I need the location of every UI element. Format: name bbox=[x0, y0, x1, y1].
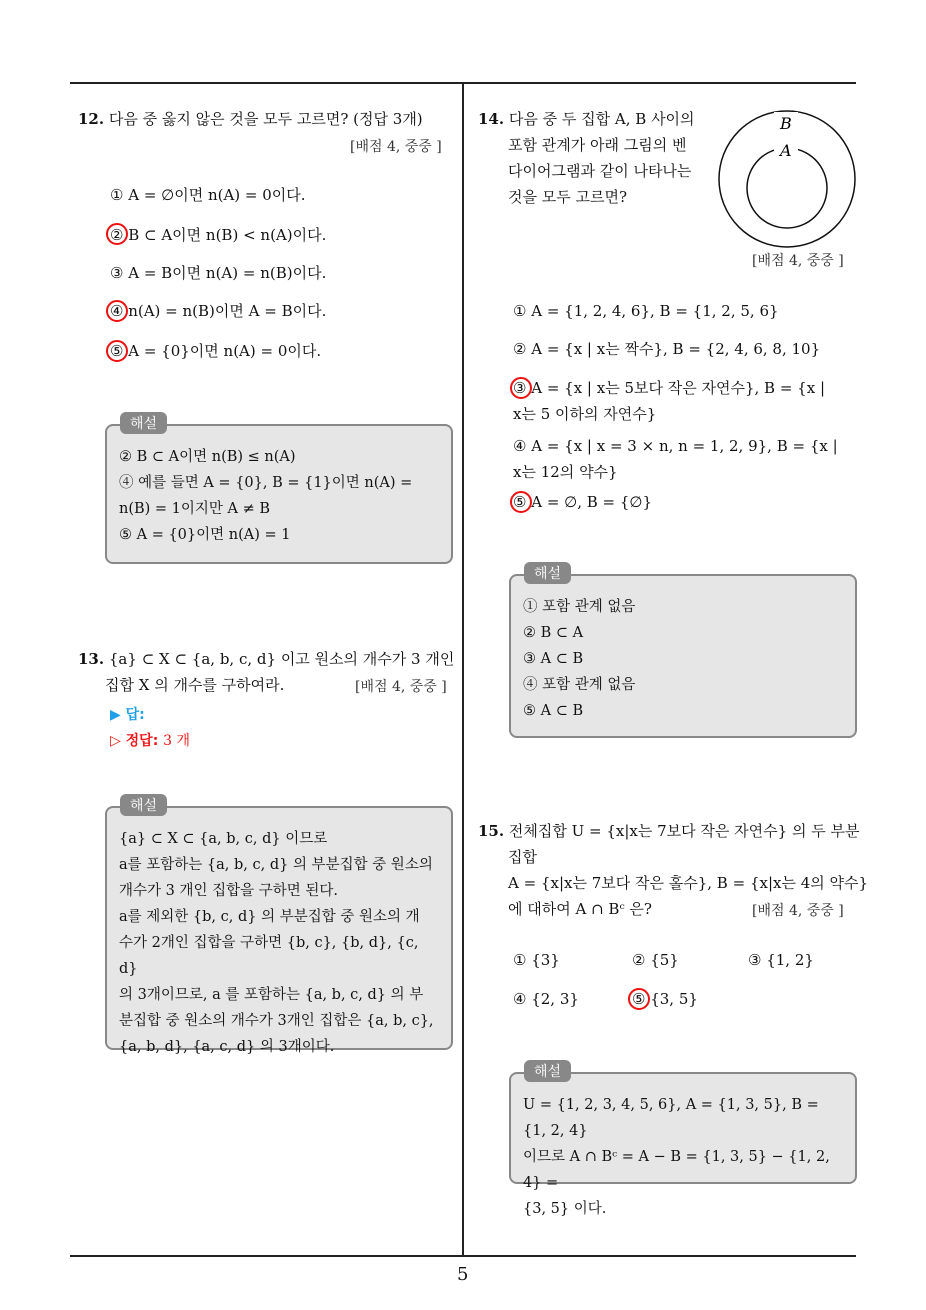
solution-tag: 해설 bbox=[120, 794, 167, 816]
solution-line: ② B ⊂ A bbox=[523, 625, 584, 641]
answer-circle-mark bbox=[510, 377, 532, 399]
score-meta: [배점 4, 중중 ] bbox=[355, 679, 447, 695]
venn-label-outer: B bbox=[780, 114, 792, 133]
question-text-line: 포함 관계가 아래 그림의 벤 bbox=[508, 136, 687, 154]
option-2[interactable]: ② A = {x | x는 짝수}, B = {2, 4, 6, 8, 10} bbox=[513, 340, 821, 358]
question-text-line: 것을 모두 고르면? bbox=[508, 188, 628, 206]
question-text-line: 에 대하여 A ∩ Bᶜ 은? bbox=[508, 900, 652, 918]
solution-line: 수가 2개인 집합을 구하면 {b, c}, {b, d}, {c, d} bbox=[119, 935, 419, 977]
solution-line: 의 3개이므로, a 를 포함하는 {a, b, c, d} 의 부 bbox=[119, 987, 424, 1003]
answer-circle-mark bbox=[106, 340, 128, 362]
venn-label-inner: A bbox=[780, 141, 792, 160]
option-5[interactable]: ⑤ A = {0}이면 n(A) = 0이다. bbox=[110, 342, 322, 360]
solution-line: 분집합 중 원소의 개수가 3개인 집합은 {a, b, c}, bbox=[119, 1013, 434, 1029]
question-text: 전체집합 U = {x|x는 7보다 작은 자연수} 의 두 부분 bbox=[508, 822, 860, 840]
question-text: 다음 중 옳지 않은 것을 모두 고르면? (정답 3개) bbox=[108, 110, 423, 128]
question-15 bbox=[478, 818, 860, 844]
score-meta: [배점 4, 중중 ] bbox=[350, 139, 442, 155]
answer-circle-mark bbox=[106, 223, 128, 245]
solution-line: n(B) = 1이지만 A ≠ B bbox=[119, 501, 271, 517]
option-4[interactable]: ④ A = {x | x = 3 × n, n = 1, 2, 9}, B = {x | x는 12의 약수} bbox=[513, 437, 838, 481]
option-5[interactable]: ⑤ A = ∅, B = {∅} bbox=[513, 493, 653, 511]
question-number: 15. bbox=[478, 822, 505, 840]
option-4[interactable]: ④ n(A) = n(B)이면 A = B이다. bbox=[110, 302, 327, 320]
solution-box bbox=[509, 1072, 857, 1217]
option-3[interactable]: ③ A = B이면 n(A) = n(B)이다. bbox=[110, 264, 327, 282]
answer-circle-mark bbox=[510, 491, 532, 513]
option-1[interactable]: ① {3} bbox=[513, 951, 560, 969]
question-text: 다음 중 두 집합 A, B 사이의 bbox=[508, 110, 695, 128]
solution-tag: 해설 bbox=[524, 1060, 571, 1082]
solution-box bbox=[105, 424, 453, 564]
solution-line: a를 제외한 {b, c, d} 의 부분집합 중 원소의 개 bbox=[119, 909, 420, 925]
venn-diagram bbox=[712, 104, 862, 254]
correct-label: ▷ 정답: bbox=[110, 733, 159, 749]
solution-line: {a, b, d}, {a, c, d} 의 3개이다. bbox=[119, 1039, 335, 1055]
option-5[interactable]: ⑤ {3, 5} bbox=[632, 990, 698, 1008]
question-14 bbox=[478, 106, 695, 132]
option-1[interactable]: ① A = ∅이면 n(A) = 0이다. bbox=[110, 186, 306, 204]
solution-line: 이므로 A ∩ Bᶜ = A − B = {1, 3, 5} − {1, 2, 4} = bbox=[523, 1149, 830, 1191]
solution-line: 개수가 3 개인 집합을 구하면 된다. bbox=[119, 883, 338, 899]
question-text-line: 집합 bbox=[508, 848, 537, 866]
page-number: 5 bbox=[457, 1264, 469, 1285]
solution-line: ④ 포함 관계 없음 bbox=[523, 677, 636, 693]
correct-answer bbox=[110, 730, 190, 750]
solution-tag: 해설 bbox=[524, 562, 571, 584]
option-4[interactable]: ④ {2, 3} bbox=[513, 990, 579, 1008]
score-meta: [배점 4, 중중 ] bbox=[752, 903, 844, 919]
solution-line: U = {1, 2, 3, 4, 5, 6}, A = {1, 3, 5}, B = {1, 2, 4} bbox=[523, 1097, 819, 1139]
solution-line: ③ A ⊂ B bbox=[523, 651, 584, 667]
answer-circle-mark bbox=[628, 988, 650, 1010]
question-number: 12. bbox=[78, 110, 105, 128]
solution-box bbox=[509, 574, 857, 738]
solution-line: {a} ⊂ X ⊂ {a, b, c, d} 이므로 bbox=[119, 831, 328, 847]
solution-tag: 해설 bbox=[120, 412, 167, 434]
solution-line: {3, 5} 이다. bbox=[523, 1201, 607, 1217]
question-number: 14. bbox=[478, 110, 505, 128]
solution-line: ⑤ A = {0}이면 n(A) = 1 bbox=[119, 527, 291, 543]
answer-circle-mark bbox=[106, 300, 128, 322]
answer-label: ▶ 답: bbox=[110, 707, 145, 723]
solution-line: ④ 예를 들면 A = {0}, B = {1}이면 n(A) = bbox=[119, 475, 413, 491]
solution-line: ① 포함 관계 없음 bbox=[523, 599, 636, 615]
option-1[interactable]: ① A = {1, 2, 4, 6}, B = {1, 2, 5, 6} bbox=[513, 302, 779, 320]
option-2[interactable]: ② {5} bbox=[632, 951, 679, 969]
correct-value: 3 개 bbox=[163, 733, 191, 749]
question-text-line: A = {x|x는 7보다 작은 홀수}, B = {x|x는 4의 약수} bbox=[508, 874, 869, 892]
option-2[interactable]: ② B ⊂ A이면 n(B) < n(A)이다. bbox=[110, 226, 327, 244]
option-3[interactable]: ③ A = {x | x는 5보다 작은 자연수}, B = {x | x는 5 이하의 자연수} bbox=[513, 379, 826, 423]
option-3[interactable]: ③ {1, 2} bbox=[748, 951, 814, 969]
question-text: {a} ⊂ X ⊂ {a, b, c, d} 이고 원소의 개수가 3 개인 bbox=[108, 650, 455, 668]
solution-line: a를 포함하는 {a, b, c, d} 의 부분집합 중 원소의 bbox=[119, 857, 433, 873]
question-text-line: 집합 X 의 개수를 구하여라. bbox=[105, 676, 285, 694]
question-13 bbox=[78, 646, 456, 672]
solution-box bbox=[105, 806, 453, 1055]
question-12 bbox=[78, 106, 423, 132]
column-divider bbox=[462, 82, 464, 1256]
solution-line: ⑤ A ⊂ B bbox=[523, 703, 584, 719]
solution-line: ② B ⊂ A이면 n(B) ≤ n(A) bbox=[119, 449, 296, 465]
question-number: 13. bbox=[78, 650, 105, 668]
score-meta: [배점 4, 중중 ] bbox=[752, 253, 844, 269]
question-text-line: 다이어그램과 같이 나타나는 bbox=[508, 162, 692, 180]
